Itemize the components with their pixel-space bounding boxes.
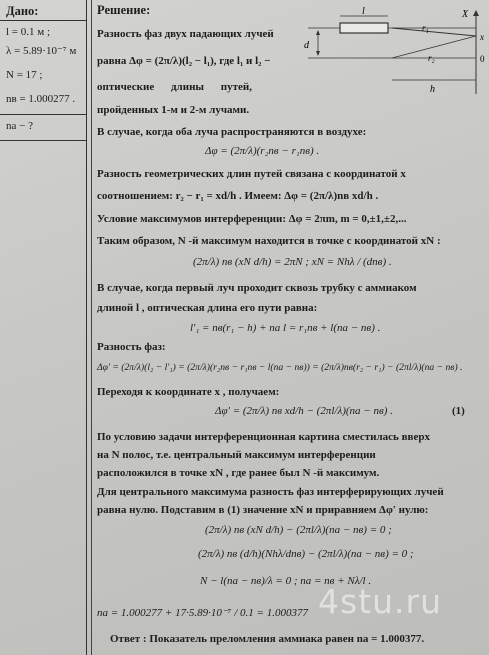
equation-substitute-1: (2π/λ) nв (xN d/h) − (2πl/λ)(nа − nв) = 0 ;: [205, 524, 392, 536]
paragraph-coordinate: Таким образом, N -й максимум находится в точке с координатой xN :: [97, 235, 441, 247]
paragraph-shift: По условию задачи интерференционная картина сместилась вверх: [97, 431, 430, 443]
ammonia-tube: [340, 23, 388, 33]
paragraph-phase-formula: равна Δφ = (2π/λ)(l₂ − l₁), где l₁ и l₂ −: [97, 55, 271, 67]
equation-substitute-2: (2π/λ) nв (d/h)(Nhλ/dnв) − (2πl/λ)(nа − nв) = 0 ;: [198, 548, 414, 560]
label-d: d: [304, 40, 309, 51]
paragraph-substitute: равна нулю. Подставим в (1) значение xN и приравняем Δφ′ нулю:: [97, 504, 429, 516]
label-x: x: [480, 32, 484, 42]
paragraph-optical: оптические длины путей,: [97, 81, 252, 93]
paragraph-coordinate-x: Переходя к координате x , получаем:: [97, 386, 280, 398]
label-r1: r₁: [422, 23, 429, 33]
given-air-index: nв = 1.000277 .: [6, 93, 76, 105]
find-value: nа − ?: [6, 120, 33, 132]
column-divider-inner: [91, 0, 92, 655]
equation-optical-path: l′₁ = nв(r₁ − h) + nа l = r₁nв + l(nа − nв) .: [190, 322, 381, 334]
interference-diagram: [300, 6, 486, 102]
label-X: X: [462, 9, 469, 20]
paragraph-phase: Разность фаз двух падающих лучей: [97, 28, 274, 40]
label-h: h: [430, 84, 435, 95]
given-wavelength: λ = 5.89·10⁻⁷ м: [6, 45, 77, 57]
paragraph-phase-diff: Разность фаз:: [97, 341, 166, 353]
paragraph-air: В случае, когда оба луча распространяются в воздухе:: [97, 126, 367, 138]
given-shift: N = 17 ;: [6, 69, 43, 81]
equation-phase-air: Δφ = (2π/λ)(r₂nв − r₁nв) .: [205, 145, 320, 157]
given-length: l = 0.1 м ;: [6, 26, 51, 38]
ray-r1: [392, 28, 476, 36]
equation-xn: (2π/λ) nв (xN d/h) = 2πN ; xN = Nhλ / (dnв) .: [193, 256, 392, 268]
watermark: 4stu.ru: [318, 582, 443, 621]
paragraph-zero-diff: Для центрального максимума разность фаз интерферирующих лучей: [97, 486, 444, 498]
answer: Ответ : Показатель преломления аммиака равен nа = 1.000377.: [110, 633, 425, 645]
paragraph-central: на N полос, т.е. центральный максимум интерференции: [97, 449, 376, 461]
paragraph-geometric: Разность геометрических длин путей связана с координатой x: [97, 168, 406, 180]
paragraph-passed: пройденных 1-м и 2-м лучами.: [97, 104, 250, 116]
paragraph-length: длиной l , оптическая длина его пути равна:: [97, 302, 318, 314]
equation-phase-diff: Δφ′ = (2π/λ)(l₂ − l′₁) = (2π/λ)(r₂nв − r₁nв − l(nа − nв)) = (2π/λ)nв(r₂ − r₁) − (2πl/λ)(nа − nв) .: [97, 362, 463, 373]
label-l: l: [362, 6, 365, 17]
equation-result-formula: N − l(nа − nв)/λ = 0 ; nа = nв + Nλ/l .: [200, 575, 372, 587]
paragraph-maxima: Условие максимумов интерференции: Δφ = 2πm, m = 0,±1,±2,...: [97, 213, 407, 225]
solution-title: Решение:: [97, 3, 151, 17]
equation-1-number: (1): [452, 405, 465, 417]
given-title: Дано:: [6, 4, 39, 18]
paragraph-located: расположился в точке xN , где ранее был N -й максимум.: [97, 467, 380, 479]
paragraph-relation: соотношением: r₂ − r₁ = xd/h . Имеем: Δφ = (2π/λ)nв xd/h .: [97, 190, 379, 202]
paragraph-ammonia: В случае, когда первый луч проходит сквозь трубку с аммиаком: [97, 282, 417, 294]
column-divider: [86, 0, 87, 655]
label-r2: r₂: [428, 53, 435, 63]
given-find-rule: [0, 114, 86, 115]
equation-numeric: nа = 1.000277 + 17·5.89·10⁻⁷ / 0.1 = 1.000377: [97, 607, 308, 619]
label-zero: 0: [480, 54, 485, 64]
given-title-rule: [0, 20, 86, 21]
equation-1: Δφ′ = (2π/λ) nв xd/h − (2πl/λ)(nа − nв) .: [215, 405, 393, 417]
find-rule: [0, 140, 86, 141]
